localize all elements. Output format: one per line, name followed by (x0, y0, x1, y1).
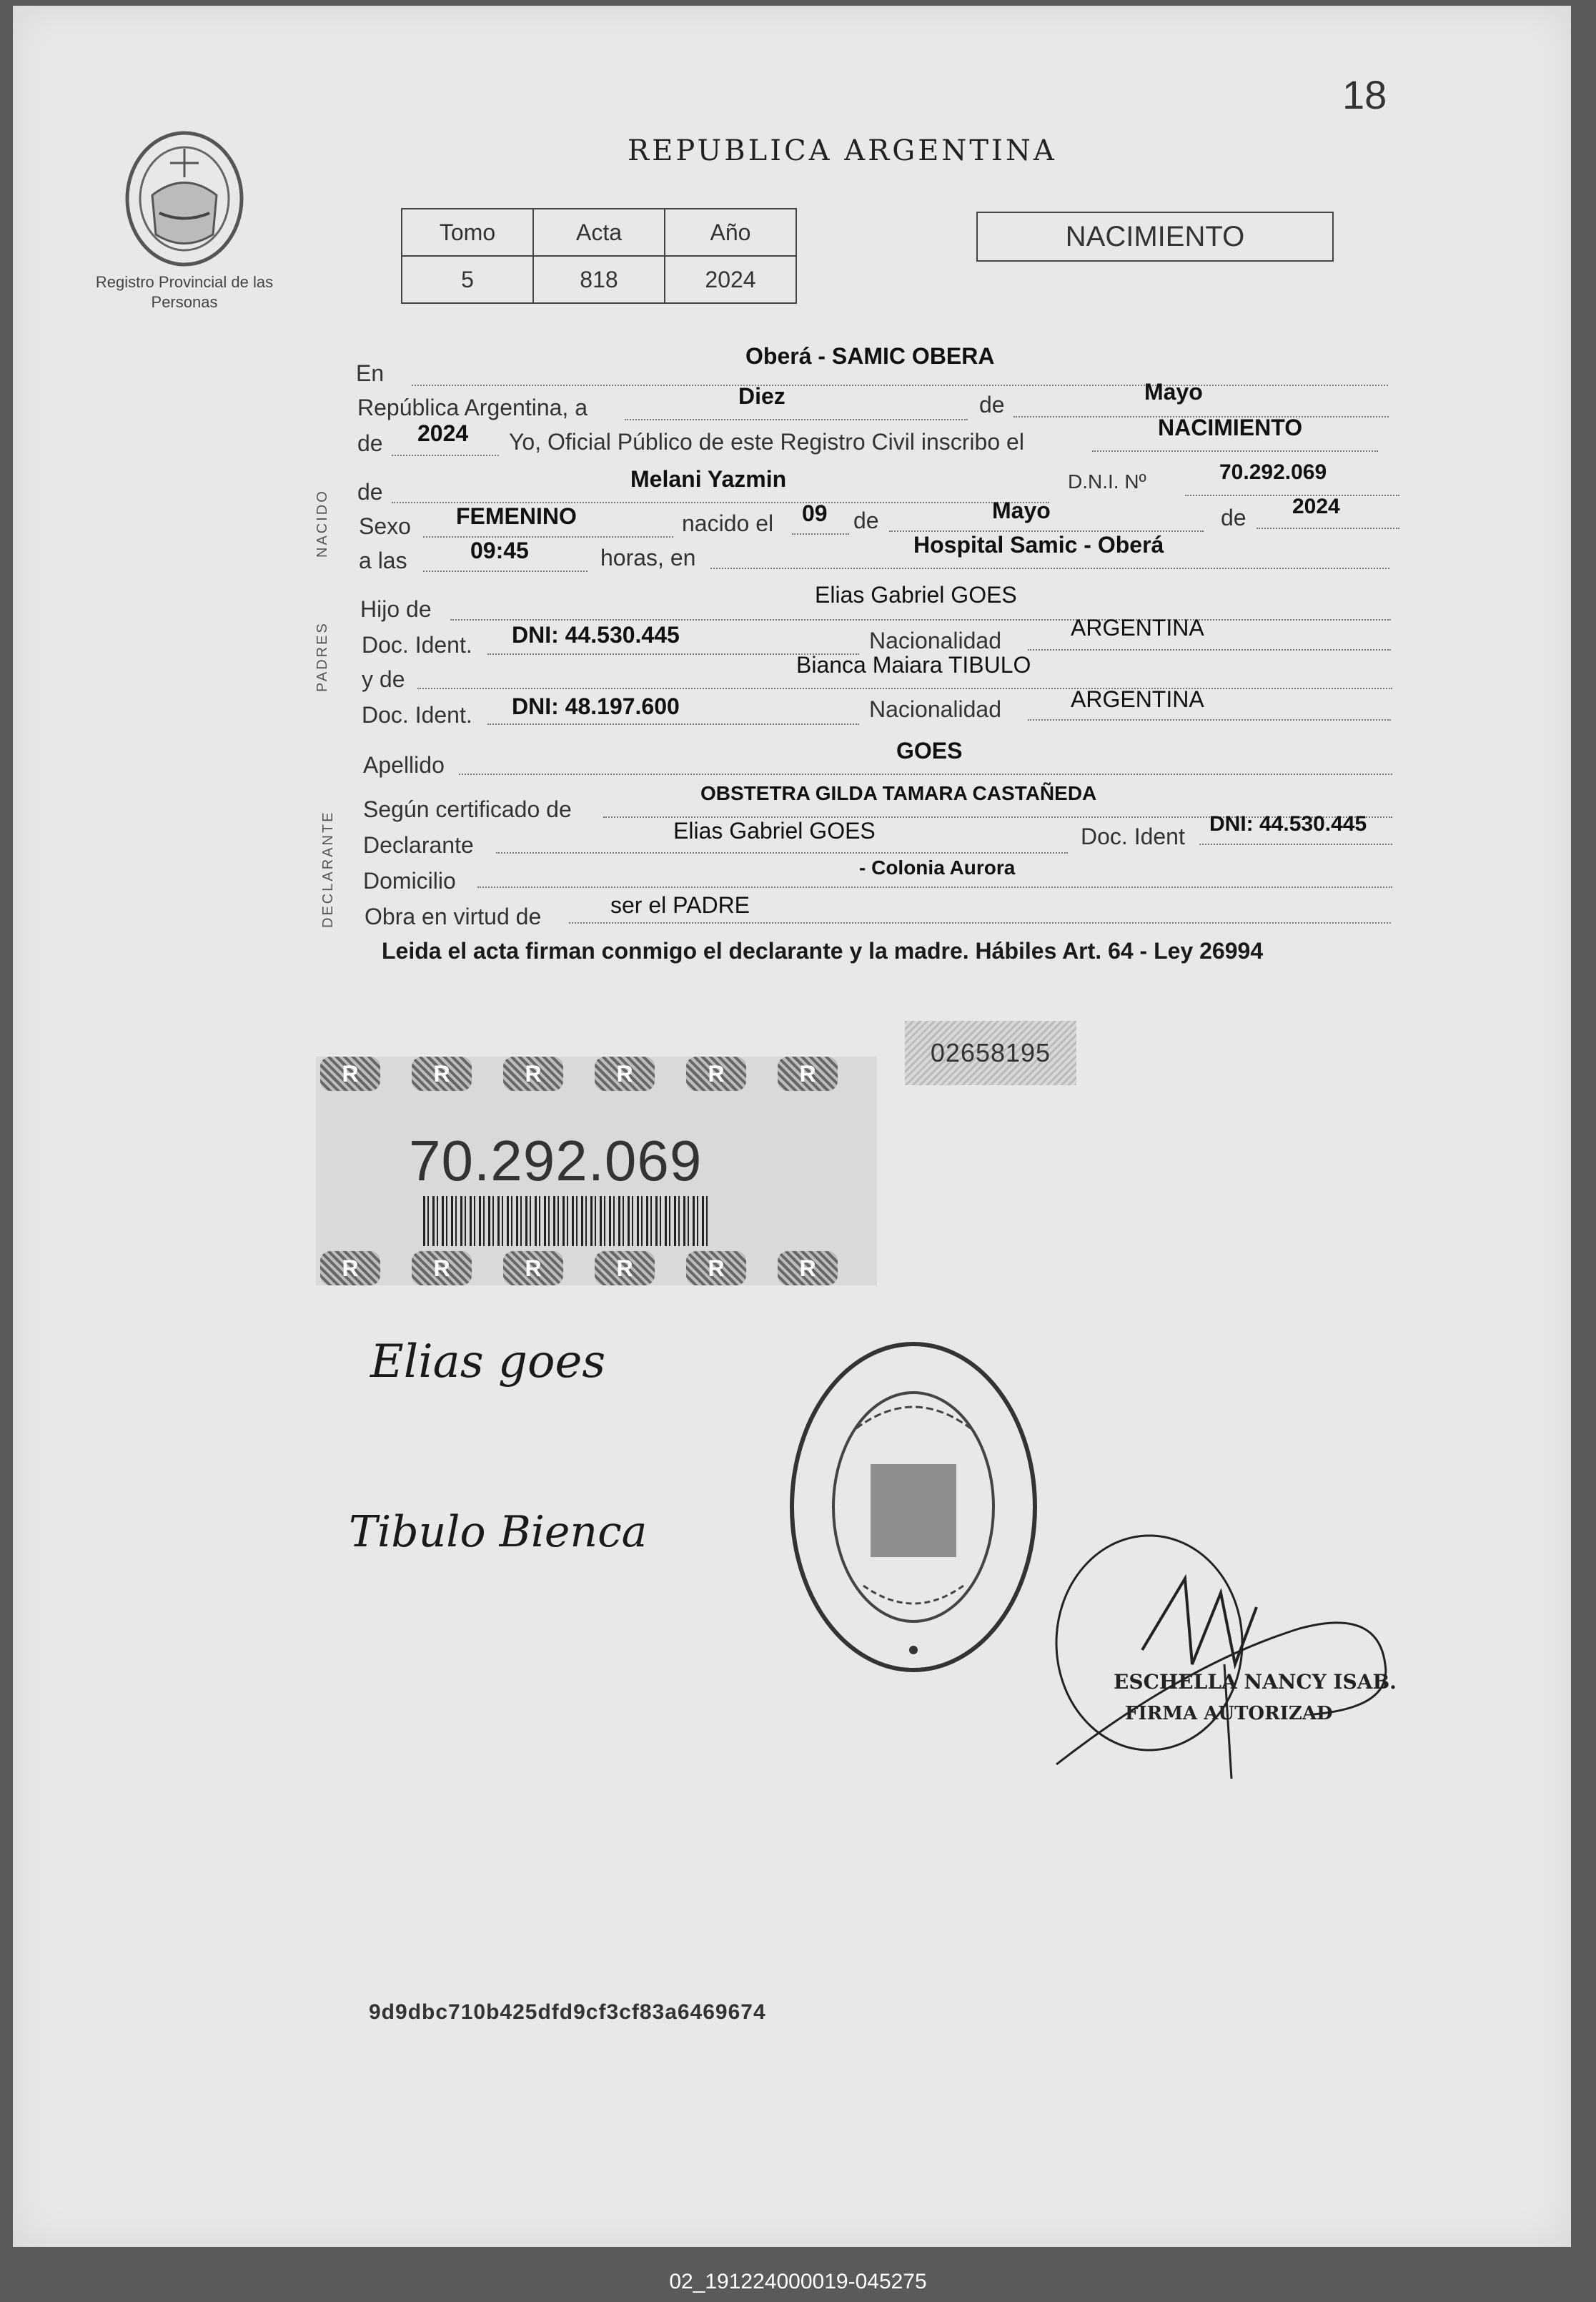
label-en: En (356, 360, 385, 386)
label-republica: República Argentina, a (357, 395, 588, 420)
dotted-line (569, 922, 1391, 924)
value-dia-nac: 09 (802, 500, 828, 526)
label-a-las: a las (359, 548, 407, 573)
label-obra-en-virtud: Obra en virtud de (365, 904, 542, 929)
registry-header-anio: Año (665, 209, 796, 256)
label-doc-ident-declarante: Doc. Ident (1081, 824, 1185, 849)
value-dni: 70.292.069 (1219, 460, 1327, 484)
dotted-line (1028, 649, 1391, 651)
dotted-line (1092, 450, 1378, 452)
registered-mark-icon: R (412, 1251, 472, 1285)
value-madre: Bianca Maiara TIBULO (796, 652, 1031, 678)
dotted-line (450, 619, 1391, 621)
value-certificado: OBSTETRA GILDA TAMARA CASTAÑEDA (700, 782, 1097, 804)
value-hora: 09:45 (470, 538, 529, 563)
closing-statement: Leida el acta firman conmigo el declarante y la madre. Hábiles Art. 64 - Ley 26994 (382, 938, 1264, 964)
sticker-band-top (316, 1057, 877, 1091)
value-anio-nac: 2024 (1292, 495, 1340, 518)
label-y-de: y de (362, 666, 405, 692)
registered-mark-icon: R (320, 1057, 380, 1091)
official-stamp (785, 1335, 1042, 1679)
value-mes-inscripcion: Mayo (1144, 379, 1203, 405)
document-page (13, 6, 1571, 2247)
scan-footer-id: 02_191224000019-045275 (669, 2270, 927, 2293)
registered-mark-icon: R (320, 1251, 380, 1285)
dotted-line (625, 419, 968, 420)
dotted-line (487, 723, 859, 725)
registry-header-tomo: Tomo (402, 209, 533, 256)
label-domicilio: Domicilio (363, 868, 456, 894)
side-label-born: NACIDO (314, 489, 330, 558)
authorized-name: ESCHELLA NANCY ISAB. (1114, 1670, 1397, 1694)
dotted-line (423, 570, 588, 572)
registered-mark-icon: R (778, 1251, 838, 1285)
dotted-line (496, 852, 1068, 854)
registry-value-acta: 818 (533, 256, 665, 303)
value-padre-doc: DNI: 44.530.445 (512, 622, 680, 648)
value-obra: ser el PADRE (610, 892, 750, 918)
value-declarante-doc: DNI: 44.530.445 (1209, 812, 1367, 836)
document-title: REPUBLICA ARGENTINA (628, 134, 1057, 167)
dotted-line (1257, 528, 1399, 529)
registered-mark-icon: R (595, 1251, 655, 1285)
registered-mark-icon: R (686, 1251, 746, 1285)
registered-mark-icon: R (686, 1057, 746, 1091)
label-nacionalidad-madre: Nacionalidad (869, 696, 1002, 722)
registry-value-anio: 2024 (665, 256, 796, 303)
registered-mark-icon: R (412, 1057, 472, 1091)
sticker-number: 70.292.069 (409, 1129, 703, 1192)
value-apellido: GOES (896, 738, 963, 764)
label-nacionalidad-padre: Nacionalidad (869, 628, 1002, 653)
authorized-signature (1042, 1521, 1414, 1807)
registry-header-acta: Acta (533, 209, 665, 256)
label-de-nombre: de (357, 479, 383, 505)
label-sexo: Sexo (359, 513, 411, 539)
value-dia-inscripcion: Diez (738, 383, 785, 409)
value-mes-nac: Mayo (992, 498, 1051, 523)
barcode-icon (423, 1196, 709, 1246)
label-hijo-de: Hijo de (360, 596, 432, 622)
value-domicilio: - Colonia Aurora (859, 856, 1016, 879)
declarant-signature: Elias goes (370, 1335, 606, 1388)
value-padre-nac: ARGENTINA (1071, 615, 1204, 641)
label-dni: D.N.I. Nº (1068, 470, 1146, 493)
label-nacido-el: nacido el (682, 510, 774, 536)
registry-value-tomo: 5 (402, 256, 533, 303)
label-declarante: Declarante (363, 832, 474, 858)
dotted-line (417, 688, 1392, 689)
label-de-anio-nac: de (1221, 505, 1246, 530)
label-doc-ident-madre: Doc. Ident. (362, 702, 472, 728)
value-sexo: FEMENINO (456, 503, 577, 529)
label-doc-ident-padre: Doc. Ident. (362, 632, 472, 658)
label-horas-en: horas, en (600, 545, 696, 570)
label-apellido: Apellido (363, 752, 445, 778)
dotted-line (392, 455, 499, 456)
value-padre: Elias Gabriel GOES (815, 582, 1017, 608)
registry-table (401, 208, 797, 304)
value-declarante: Elias Gabriel GOES (673, 818, 876, 844)
registered-mark-icon: R (503, 1057, 563, 1091)
value-lugar: Oberá - SAMIC OBERA (745, 343, 995, 369)
dotted-line (710, 568, 1389, 569)
act-type-box: NACIMIENTO (976, 212, 1334, 262)
sticker-band-bottom (316, 1251, 877, 1285)
side-label-parents: PADRES (314, 621, 330, 692)
registered-mark-icon: R (778, 1057, 838, 1091)
mother-signature: Tibulo Bienca (349, 1507, 648, 1557)
label-de-anio: de (357, 430, 383, 456)
dotted-line (423, 536, 673, 538)
value-nombre: Melani Yazmin (630, 466, 787, 492)
registered-mark-icon: R (595, 1057, 655, 1091)
dotted-line (477, 886, 1392, 888)
value-madre-doc: DNI: 48.197.600 (512, 693, 680, 719)
province-coat-of-arms-logo (113, 127, 256, 270)
page-number: 18 (1342, 72, 1387, 117)
label-oficial: Yo, Oficial Público de este Registro Civil inscribo el (509, 429, 1024, 455)
dotted-line (412, 385, 1388, 386)
label-segun-certificado: Según certificado de (363, 796, 572, 822)
serial-security-label: 02658195 (905, 1021, 1076, 1085)
value-tipo: NACIMIENTO (1158, 415, 1303, 440)
dotted-line (1028, 719, 1391, 721)
label-de: de (979, 392, 1005, 418)
value-madre-nac: ARGENTINA (1071, 686, 1204, 712)
dotted-line (792, 533, 849, 535)
value-lugar-nac: Hospital Samic - Oberá (913, 532, 1164, 558)
side-label-declarant: DECLARANTE (320, 810, 336, 928)
document-hash: 9d9dbc710b425dfd9cf3cf83a6469674 (369, 2000, 766, 2024)
security-sticker (316, 1057, 877, 1285)
value-anio-inscripcion: 2024 (417, 420, 469, 446)
logo-caption: Registro Provincial de las Personas (95, 273, 274, 311)
registered-mark-icon: R (503, 1251, 563, 1285)
dotted-line (1199, 844, 1392, 845)
dotted-line (459, 774, 1392, 775)
authorized-role: FIRMA AUTORIZAD (1125, 1703, 1333, 1724)
label-de-mes-nac: de (853, 508, 879, 533)
